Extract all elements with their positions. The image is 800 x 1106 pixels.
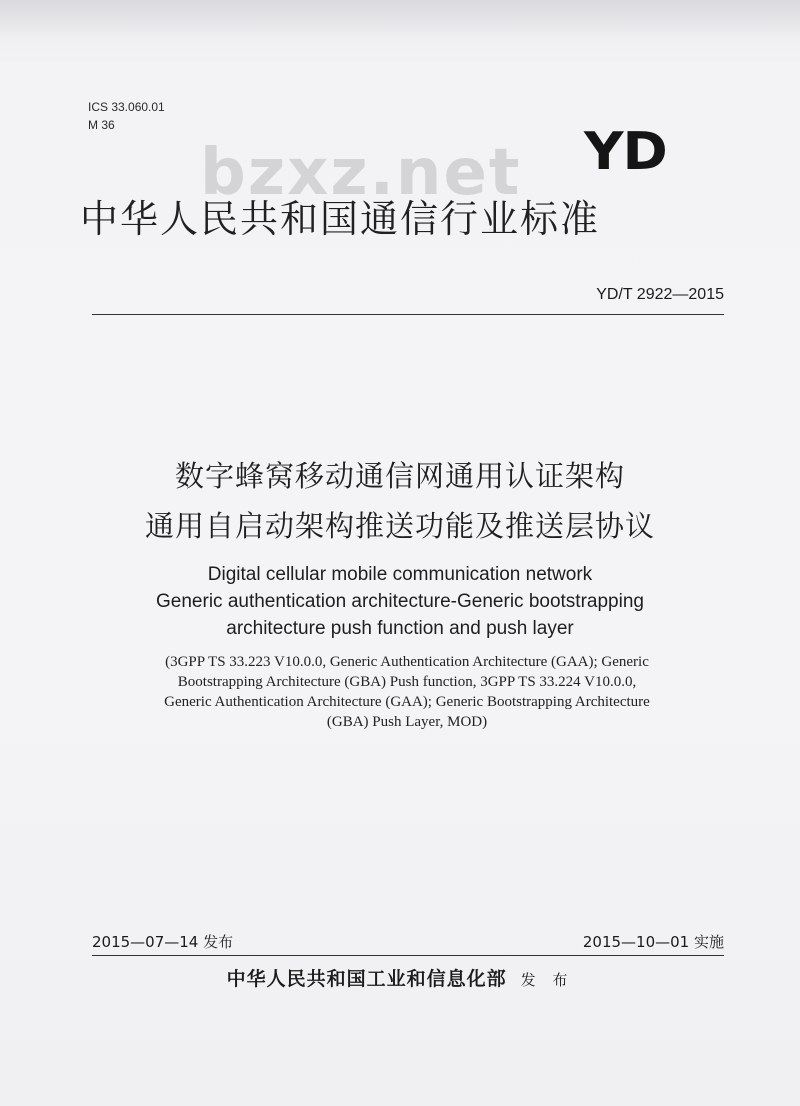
standard-number: YD/T 2922—2015 xyxy=(596,286,724,303)
ics-code: ICS 33.060.01 xyxy=(88,100,165,114)
reference-line2: Bootstrapping Architecture (GBA) Push function, 3GPP TS 33.224 V10.0.0, xyxy=(177,674,637,690)
en-title-line3: architecture push function and push layer xyxy=(226,618,574,639)
cn-title-line1: 数字蜂窝移动通信网通用认证架构 xyxy=(174,459,625,493)
en-title-line1: Digital cellular mobile communication network xyxy=(207,564,593,585)
reference-line1: (3GPP TS 33.223 V10.0.0, Generic Authentication Architecture (GAA); Generic xyxy=(165,654,649,670)
scan-shadow xyxy=(0,0,800,40)
reference-line4: (GBA) Push Layer, MOD) xyxy=(326,714,488,730)
standard-category-title: 中华人民共和国通信行业标准 xyxy=(80,197,601,241)
ccs-code: M 36 xyxy=(88,118,115,132)
publish-date: 2015—07—14 发布 xyxy=(92,933,234,951)
reference-line3: Generic Authentication Architecture (GAA); Generic Bootstrapping Architecture xyxy=(164,694,650,710)
issuer-line xyxy=(0,966,800,993)
implement-date: 2015—10—01 实施 xyxy=(582,933,724,951)
footer-divider xyxy=(92,955,724,956)
en-title-line2: Generic authentication architecture-Generic bootstrapping xyxy=(156,591,644,612)
yd-logo: YD xyxy=(584,122,667,182)
header-divider xyxy=(92,314,724,315)
issuer-suffix: 发 布 xyxy=(520,971,574,989)
issuer-name: 中华人民共和国工业和信息化部 xyxy=(226,968,507,990)
watermark-text: bzxz.net xyxy=(200,136,522,210)
cn-title-line2: 通用自启动架构推送功能及推送层协议 xyxy=(144,509,655,543)
